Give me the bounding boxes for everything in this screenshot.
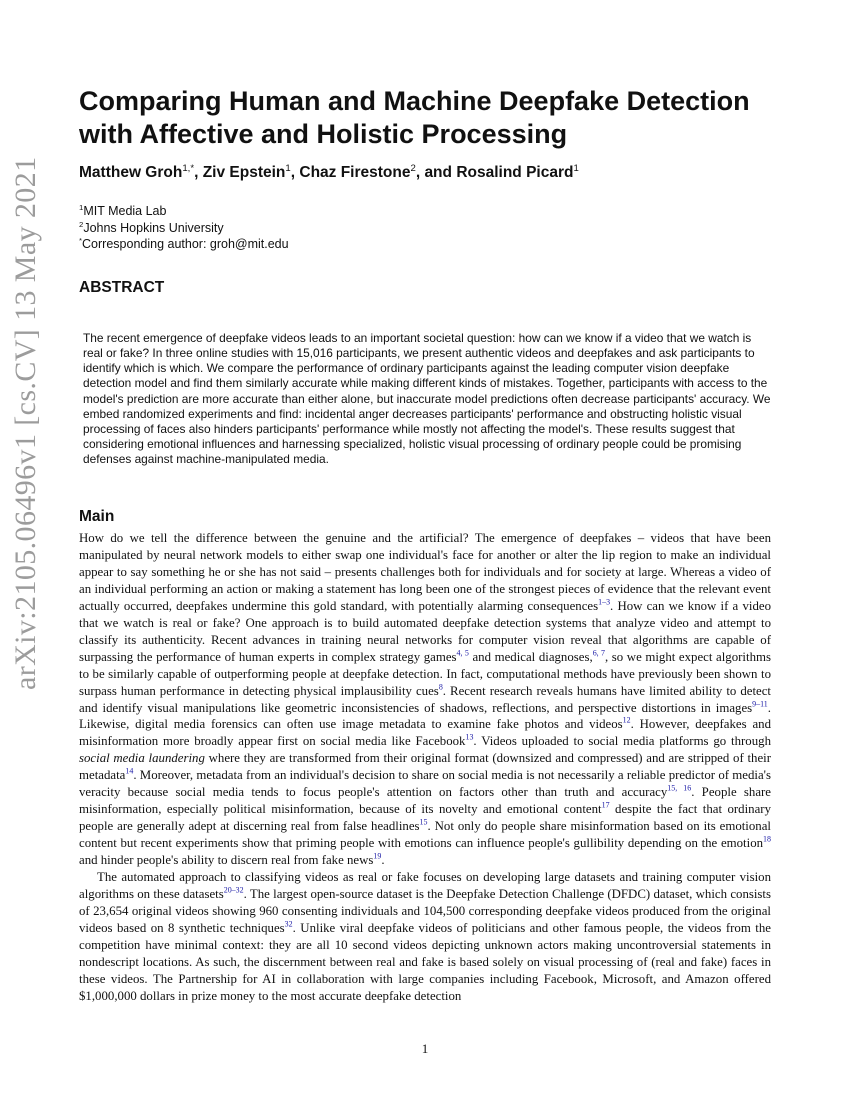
affiliation-text: Corresponding author: groh@mit.edu bbox=[82, 237, 289, 251]
author-separator: , bbox=[290, 164, 300, 181]
affiliation-line bbox=[79, 203, 579, 220]
citation-link[interactable]: 32 bbox=[284, 919, 293, 929]
citation-link[interactable]: 19 bbox=[373, 851, 382, 861]
author-list bbox=[79, 163, 799, 183]
author-name: Rosalind Picard bbox=[456, 164, 574, 181]
author-affiliation-marker: 1 bbox=[285, 162, 291, 174]
main-section-heading: Main bbox=[79, 508, 115, 525]
affiliation-line bbox=[79, 236, 579, 253]
paper-title: Comparing Human and Machine Deepfake Detection with Affective and Holistic Processing bbox=[79, 86, 750, 149]
main-section-body bbox=[79, 530, 771, 1005]
body-paragraph: How do we tell the difference between the genuine and the artificial? The emergence of deepfakes – videos that have been manipulated by neural network models to either swap one individual's face for another or alter the lip region to make an individual appear to say something he or she has not said – presents challenges both for individuals and for society at large. Whereas a video of an individual performing an action or making a statement has long been one of the strongest pieces of evidence that the relevant event actually occurred, deepfakes undermine this gold standard, with potentially alarming consequences$^{1-3}$. How can we know if a video that we watch is real or fake? One approach is to build automated deepfake detection systems that analyze video and attempt to classify its authenticity. Recent advances in training neural networks for computer vision reveal that algorithms are capable of surpassing the performance of human experts in complex strategy games$^{4, 5}$ and medical diagnoses,$^{6, 7}$, so we might expect algorithms to be similarly capable of outperforming people at deepfake detection. In fact, computational methods have previously been shown to surpass human performance in detecting physical implausibility cues$^8$. Recent research reveals humans have limited ability to detect and identify visual manipulations like geometric inconsistencies of shadows, reflections, and perspective distortions in images$^{9-11}$. Likewise, digital media forensics can often use image metadata to examine fake photos and videos$^{12}$. However, deepfakes and misinformation more broadly appear first on social media like Facebook$^{13}$. Videos uploaded to social media platforms go through social media laundering where they are transformed from their original format (downsized and compressed) and are stripped of their metadata$^{14}$. Moreover, metadata from an individual's decision to share on social media is not necessarily a reliable predictor of media's veracity because social media tends to focus people's attention on factors other than truth and accuracy$^{15, 16}$. People share misinformation, especially political misinformation, because of its novelty and emotional content$^{17}$ despite the fact that ordinary people are generally adept at discerning real from false headlines$^{15}$. Not only do people share misinformation based on its emotional content but recent experiments show that priming people with emotions can influence people's gullibility depending on the emotion$^{18}$ and hinder people's ability to discern real from fake news$^{19}$. bbox=[79, 531, 772, 868]
citation-link[interactable]: 1–3 bbox=[598, 597, 611, 607]
body-paragraph: The automated approach to classifying videos as real or fake focuses on developing large datasets and training computer vision algorithms on these datasets$^{20-32}$. The largest open-source dataset is the Deepfake Detection Challenge (DFDC) dataset, which consists of 23,654 original videos showing 960 consenting individuals and 104,500 corresponding deepfake videos produced from the original videos based on 8 synthetic techniques$^{32}$. Unlike viral deepfake videos of politicians and other famous people, the videos from the competition have minimal context: they are all 10 second videos depicting unknown actors making uncontroversial statements in nondescript locations. As such, the discernment between real and fake is based solely on visual processing of (real and fake) faces in these videos. The Partnership for AI in collaboration with large companies including Facebook, Microsoft, and Amazon offered $1,000,000 dollars in prize money to the most accurate deepfake detection bbox=[79, 870, 771, 1003]
citation-link[interactable]: 14 bbox=[125, 767, 134, 777]
citation-link[interactable]: 4, 5 bbox=[456, 648, 469, 658]
affiliation-list bbox=[79, 203, 579, 253]
citation-link[interactable]: 8 bbox=[438, 682, 443, 692]
affiliation-marker: 1 bbox=[79, 202, 84, 212]
citation-link[interactable]: 18 bbox=[763, 834, 771, 844]
citation-link[interactable]: 13 bbox=[465, 733, 474, 743]
citation-link[interactable]: 12 bbox=[622, 716, 631, 726]
author-separator: , and bbox=[415, 164, 457, 181]
affiliation-marker: * bbox=[79, 235, 83, 245]
citation-link[interactable]: 15, 16 bbox=[667, 784, 692, 794]
arxiv-identifier: arXiv:2105.06496v1 [cs.CV] 13 May 2021 bbox=[9, 156, 42, 690]
author-name: Chaz Firestone bbox=[299, 164, 411, 181]
citation-link[interactable]: 17 bbox=[601, 800, 610, 810]
page-number: 1 bbox=[421, 1041, 429, 1056]
citation-link[interactable]: 15 bbox=[419, 817, 428, 827]
author-affiliation-marker: 1 bbox=[573, 162, 579, 174]
author-name: Ziv Epstein bbox=[202, 164, 286, 181]
citation-link[interactable]: 6, 7 bbox=[592, 648, 605, 658]
emphasized-term: social media laundering bbox=[79, 751, 205, 766]
author-separator: , bbox=[194, 164, 203, 181]
author-affiliation-marker: 1,* bbox=[182, 162, 195, 174]
affiliation-marker: 2 bbox=[79, 219, 84, 229]
author-name: Matthew Groh bbox=[79, 164, 183, 181]
citation-link[interactable]: 9–11 bbox=[752, 699, 768, 709]
abstract-heading: ABSTRACT bbox=[79, 279, 165, 296]
citation-link[interactable]: 20–32 bbox=[223, 885, 244, 895]
affiliation-line bbox=[79, 220, 579, 237]
affiliation-text: MIT Media Lab bbox=[83, 204, 167, 218]
author-affiliation-marker: 2 bbox=[410, 162, 416, 174]
affiliation-text: Johns Hopkins University bbox=[83, 220, 224, 235]
abstract-text: The recent emergence of deepfake videos leads to an important societal question: how can we know if a video that we watch is real or fake? In three online studies with 15,016 participants, we present authentic videos and deepfakes and ask participants to identify which is which. We compare the performance of ordinary participants against the leading computer vision deepfake detection model and find them similarly accurate while making different kinds of mistakes. Together, participants with access to the model's prediction are more accurate than either alone, but inaccurate model predictions often decrease participants' accuracy. We embed randomized experiments and find: incidental anger decreases participants' performance and obstructing holistic visual processing of faces also hinders participants' performance while mostly not affecting the model's. These results suggest that considering emotional influences and harnessing specialized, holistic visual processing of ordinary people could be promising defenses against machine-manipulated media. bbox=[83, 331, 771, 467]
